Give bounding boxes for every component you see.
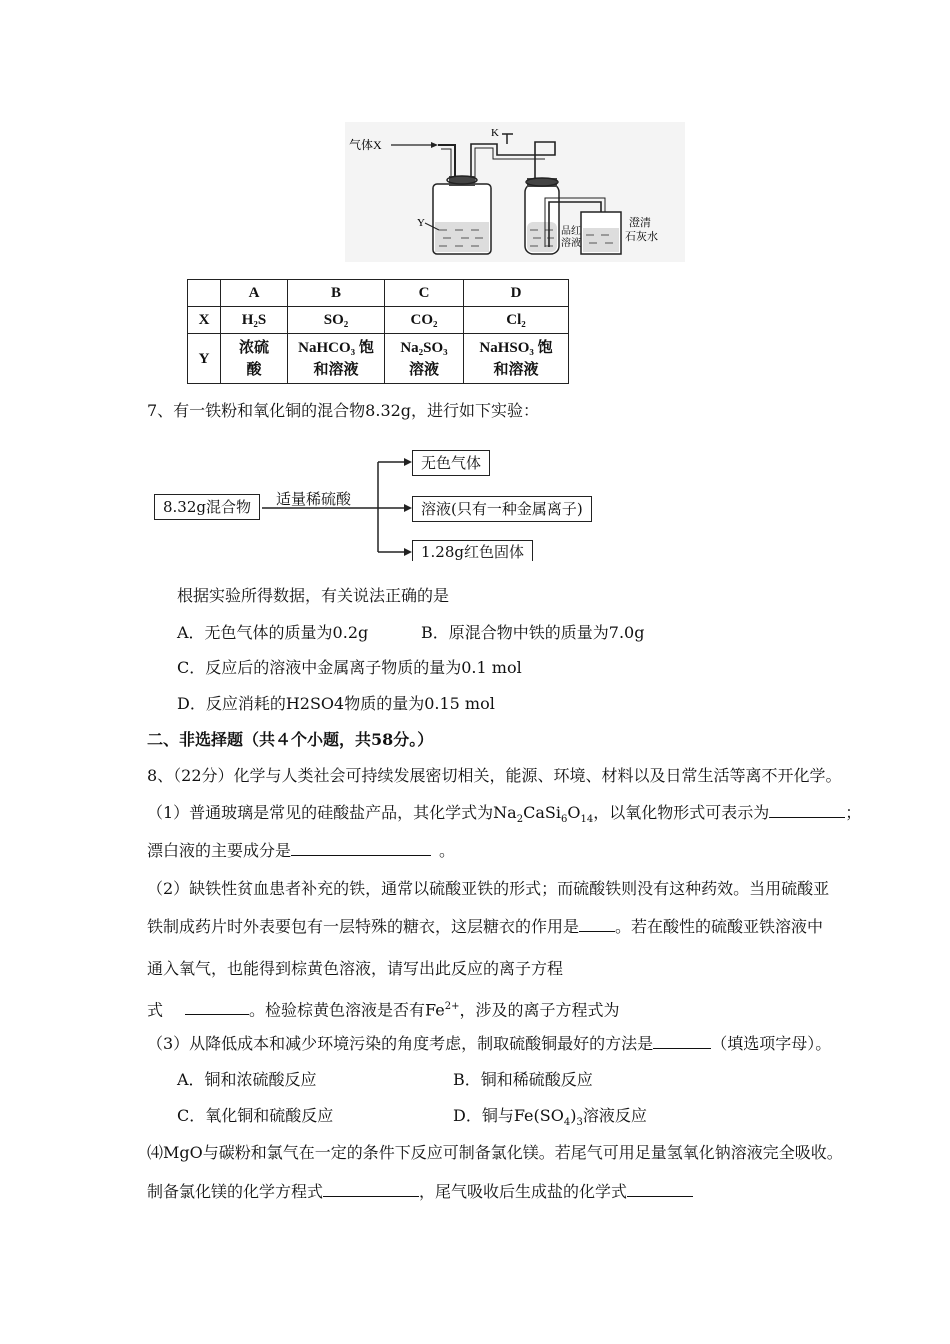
- limewater-label-2: 石灰水: [625, 231, 658, 243]
- table-cell: B: [288, 280, 385, 307]
- q8-part3-text: （填选项字母）。: [711, 1034, 832, 1053]
- answer-blank[interactable]: [185, 1000, 249, 1015]
- q8-part2-line3: 通入氧气，也能得到棕黄色溶液，请写出此反应的离子方程: [147, 959, 564, 978]
- table-cell: NaHCO₃ 饱 和溶液: [288, 334, 385, 384]
- q8-part1-text: CaSi: [523, 803, 561, 822]
- subscript: 3: [576, 1117, 583, 1129]
- q8-stem: 8、（22分）化学与人类社会可持续发展密切相关，能源、环境、材料以及日常生活等离不开化学。: [147, 766, 842, 785]
- q8-part3-text: ): [570, 1106, 577, 1125]
- q8-part2-text: ，涉及的离子方程式为: [459, 1000, 620, 1020]
- q7-option-c: C．反应后的溶液中金属离子物质的量为0.1 mol: [177, 658, 522, 677]
- q8-part4-line1: ⑷MgO与碳粉和氯气在一定的条件下反应可制备氯化镁。若尾气可用足量氢氧化钠溶液完全吸收。: [147, 1143, 843, 1162]
- q8-part2-text: 。检验棕黄色溶液是否有Fe: [249, 1000, 445, 1020]
- q7-stem: 7、有一铁粉和氧化铜的混合物8.32g，进行如下实验：: [147, 401, 540, 420]
- pinhong-label-2: 溶液: [561, 238, 581, 249]
- flow-output-solid: 1.28g红色固体: [412, 540, 533, 561]
- superscript: 2+: [444, 1001, 460, 1012]
- gas-x-label: 气体X: [349, 138, 382, 152]
- table-cell: [188, 280, 221, 307]
- q8-part3-line: [147, 1034, 831, 1054]
- q8-part3-option-b: B．铜和稀硫酸反应: [453, 1070, 593, 1089]
- table-cell: A: [221, 280, 288, 307]
- table-cell: Y: [188, 334, 221, 384]
- q8-part1-text: ；: [845, 803, 862, 822]
- apparatus-diagram: [345, 122, 685, 262]
- table-cell: H₂S: [221, 307, 288, 334]
- subscript: 4: [563, 1117, 571, 1129]
- q8-part2-line2: [147, 917, 823, 937]
- table-cell: C: [385, 280, 464, 307]
- flow-output-solution: 溶液(只有一种金属离子): [412, 496, 592, 522]
- answer-blank[interactable]: [323, 1182, 419, 1197]
- q8-part1-line2: [147, 841, 455, 861]
- q8-part1-text: ，以氧化物形式可表示为: [593, 803, 770, 822]
- limewater-label: 澄清: [629, 217, 651, 229]
- table-cell: X: [188, 307, 221, 334]
- q8-part4-line2: [147, 1182, 693, 1202]
- table-cell: SO₂: [288, 307, 385, 334]
- answer-blank[interactable]: [579, 917, 615, 932]
- flow-output-gas: 无色气体: [412, 450, 490, 476]
- q8-part4-text: 制备氯化镁的化学方程式: [147, 1182, 324, 1201]
- reagent-table: [187, 279, 569, 384]
- q8-part1-line1: [147, 803, 861, 830]
- y-label: Y: [417, 217, 425, 229]
- q8-part1-text: O: [567, 803, 581, 822]
- subscript: 2: [516, 814, 524, 826]
- q8-part4-text: ，尾气吸收后生成盐的化学式: [419, 1182, 628, 1201]
- table-cell: CO₂: [385, 307, 464, 334]
- q7-option-b: B．原混合物中铁的质量为7.0g: [421, 623, 645, 642]
- q8-part3-text: （3）从降低成本和减少环境污染的角度考虑，制取硫酸铜最好的方法是: [147, 1034, 654, 1053]
- answer-blank[interactable]: [627, 1182, 693, 1197]
- q8-part3-option-d: [453, 1106, 647, 1133]
- q8-part3-text: 溶液反应: [582, 1106, 647, 1125]
- subscript: 6: [560, 814, 568, 826]
- q8-part2-line1: （2）缺铁性贫血患者补充的铁，通常以硫酸亚铁的形式；而硫酸铁则没有这种药效。当用硫酸亚: [147, 879, 830, 898]
- table-row: [188, 280, 569, 307]
- subscript: 14: [580, 814, 594, 826]
- q8-part1-text: 。: [439, 841, 456, 860]
- table-cell: D: [464, 280, 569, 307]
- table-row: [188, 334, 569, 384]
- q7-option-d: D．反应消耗的H2SO4物质的量为0.15 mol: [177, 694, 495, 713]
- answer-blank[interactable]: [653, 1034, 711, 1049]
- table-row: [188, 307, 569, 334]
- flow-start-box: 8.32g混合物: [154, 494, 260, 520]
- q8-part3-text: D．铜与Fe(SO: [453, 1106, 564, 1125]
- pinhong-label: 品红: [561, 226, 581, 237]
- q8-part2-text: 。若在酸性的硫酸亚铁溶液中: [615, 917, 824, 936]
- table-cell: 浓硫 酸: [221, 334, 288, 384]
- k-label: K: [491, 127, 499, 139]
- answer-blank[interactable]: [769, 803, 845, 818]
- q7-question: 根据实验所得数据，有关说法正确的是: [177, 586, 450, 605]
- table-cell: NaHSO₃ 饱 和溶液: [464, 334, 569, 384]
- q8-part3-option-c: C．氧化铜和硫酸反应: [177, 1106, 334, 1125]
- q7-option-a: A．无色气体的质量为0.2g: [177, 623, 369, 642]
- table-cell: Cl₂: [464, 307, 569, 334]
- q8-part1-text: 漂白液的主要成分是: [147, 841, 292, 860]
- flow-reagent-label: 适量稀硫酸: [276, 490, 352, 508]
- answer-blank[interactable]: [291, 841, 431, 856]
- section-title: 二、非选择题（共４个小题，共58分。）: [147, 730, 434, 749]
- q8-part2-text: 式: [147, 1000, 164, 1020]
- q8-part2-line4: [147, 997, 619, 1020]
- q8-part3-option-a: A．铜和浓硫酸反应: [177, 1070, 317, 1089]
- table-cell: Na₂SO₃ 溶液: [385, 334, 464, 384]
- q8-part2-text: 铁制成药片时外表要包有一层特殊的糖衣，这层糖衣的作用是: [147, 917, 580, 936]
- q8-part1-text: （1）普通玻璃是常见的硅酸盐产品，其化学式为Na: [147, 803, 517, 822]
